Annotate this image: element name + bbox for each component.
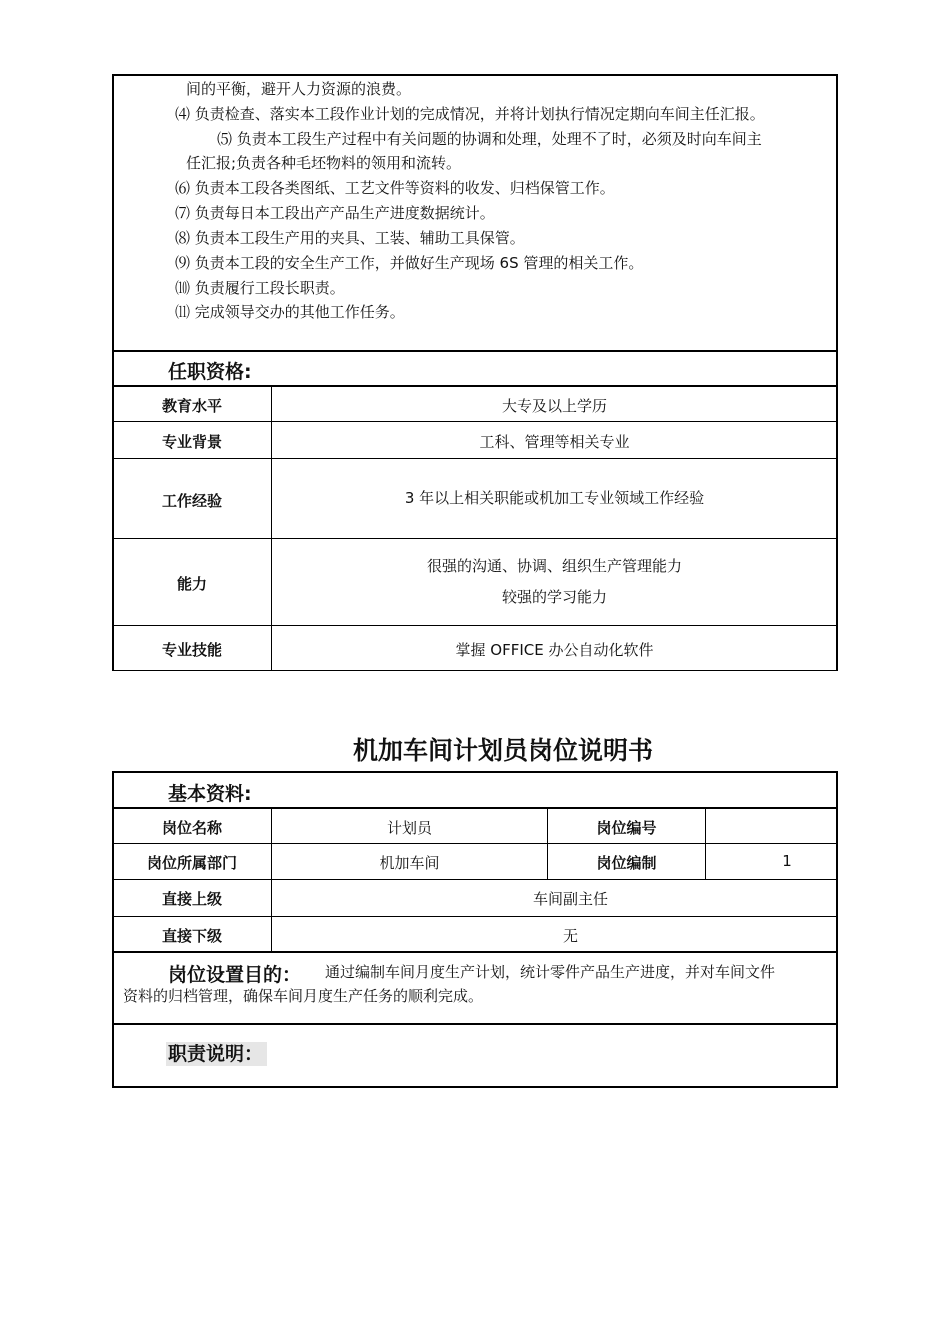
qualifications-heading: 任职资格: (168, 361, 252, 383)
skills-label: 专业技能 (161, 641, 222, 659)
ability-label: 能力 (176, 575, 207, 593)
position-name-label: 岗位名称 (161, 819, 222, 837)
duty-line-5: ⑸ 负责本工段生产过程中有关问题的协调和处理，处理不了时，必须及时向车间主 (217, 130, 762, 148)
duty-line-10: ⑽ 负责履行工段长职责。 (175, 279, 345, 297)
row-divider (112, 458, 838, 459)
divider (112, 807, 838, 809)
experience-label: 工作经验 (161, 492, 222, 510)
position-code-label: 岗位编号 (596, 819, 657, 837)
experience-value: 3 年以上相关职能或机加工专业领域工作经验 (404, 489, 705, 507)
row-divider (112, 879, 838, 880)
headcount-label: 岗位编制 (596, 854, 657, 872)
major-label: 专业背景 (161, 433, 222, 451)
divider (112, 1023, 838, 1025)
duty-line-11: ⑾ 完成领导交办的其他工作任务。 (175, 303, 405, 321)
duty-line-4: ⑷ 负责检查、落实本工段作业计划的完成情况，并将计划执行情况定期向车间主任汇报。 (175, 105, 765, 123)
education-value: 大专及以上学历 (501, 397, 607, 415)
divider (112, 951, 838, 953)
divider (112, 385, 838, 387)
duty-line-9: ⑼ 负责本工段的安全生产工作，并做好生产现场 6S 管理的相关工作。 (175, 254, 644, 272)
row-divider (112, 625, 838, 626)
department-value: 机加车间 (379, 854, 440, 872)
department-label: 岗位所属部门 (146, 854, 237, 872)
row-divider (112, 421, 838, 422)
position-name-value: 计划员 (386, 819, 432, 837)
row-divider (112, 843, 838, 844)
divider (112, 350, 838, 352)
purpose-text-line-1: 通过编制车间月度生产计划，统计零件产品生产进度，并对车间文件 (325, 963, 776, 981)
ability-value-line-1: 很强的沟通、协调、组织生产管理能力 (426, 557, 682, 575)
duty-line-6: ⑹ 负责本工段各类图纸、工艺文件等资料的收发、归档保管工作。 (175, 179, 615, 197)
row-divider (112, 538, 838, 539)
purpose-text-line-2: 资料的归档管理，确保车间月度生产任务的顺利完成。 (123, 987, 484, 1005)
duty-line-5-cont: 任汇报;负责各种毛坯物料的领用和流转。 (186, 154, 462, 172)
page-title: 机加车间计划员岗位说明书 (352, 736, 653, 765)
headcount-value: 1 (782, 852, 792, 870)
ability-value-line-2: 较强的学习能力 (501, 588, 607, 606)
superior-label: 直接上级 (161, 890, 222, 908)
duty-line-8: ⑻ 负责本工段生产用的夹具、工装、辅助工具保管。 (175, 229, 525, 247)
duties-heading-text: 职责说明： (166, 1042, 267, 1066)
duty-line-7: ⑺ 负责每日本工段出产产品生产进度数据统计。 (175, 204, 495, 222)
major-value: 工科、管理等相关专业 (479, 433, 630, 451)
duty-line-balance: 间的平衡，避开人力资源的浪费。 (186, 80, 412, 98)
subordinate-value: 无 (562, 927, 578, 945)
skills-value: 掌握 OFFICE 办公自动化软件 (455, 641, 654, 659)
subordinate-label: 直接下级 (161, 927, 222, 945)
education-label: 教育水平 (161, 397, 222, 415)
duties-heading (166, 1039, 267, 1066)
row-divider (112, 916, 838, 917)
purpose-heading: 岗位设置目的： (168, 964, 302, 986)
column-divider (271, 386, 272, 670)
basic-info-heading: 基本资料: (168, 783, 252, 805)
superior-value: 车间副主任 (532, 890, 608, 908)
